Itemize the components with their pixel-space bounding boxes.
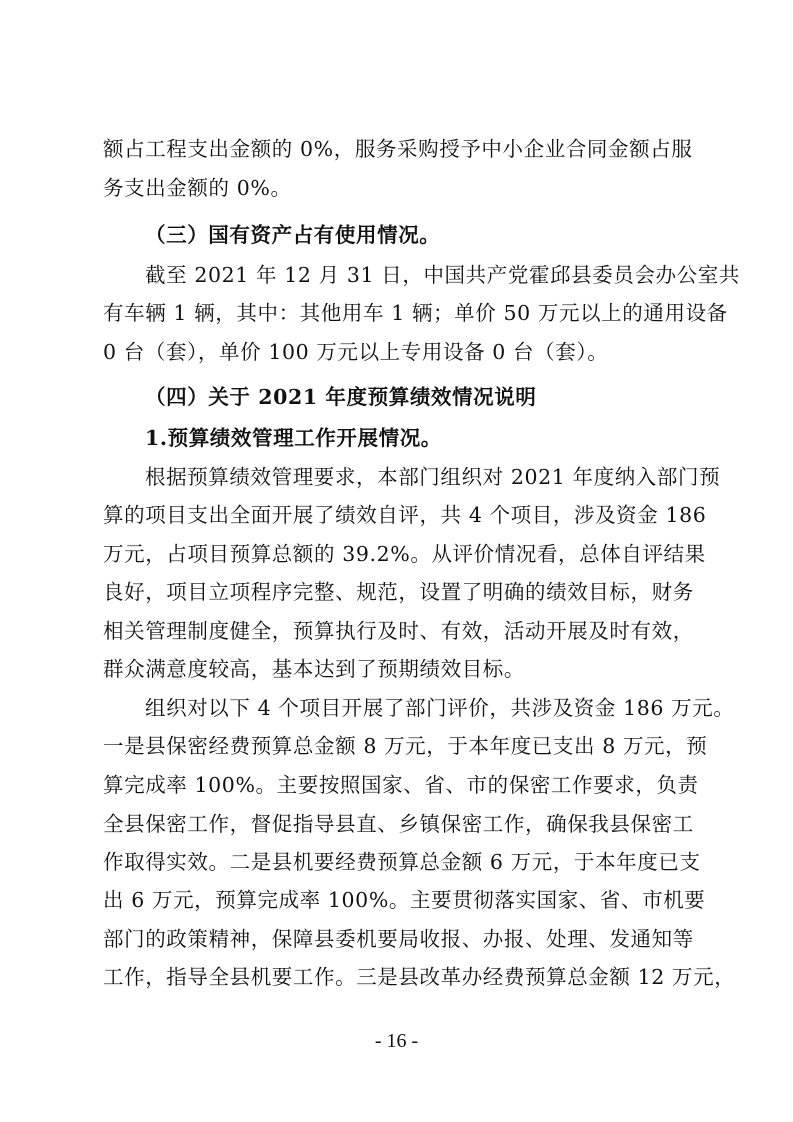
body-text-line: 算完成率 100%。主要按照国家、省、市的保密工作要求，负责: [103, 773, 699, 797]
body-text-line: 务支出金额的 0%。: [103, 176, 292, 200]
body-text-line: 一是县保密经费预算总金额 8 万元，于本年度已支出 8 万元，预: [103, 734, 708, 758]
section-heading-performance: （四）关于 2021 年度预算绩效情况说明: [145, 385, 537, 409]
page-number: - 16 -: [374, 1030, 419, 1052]
body-text-line: 万元，占项目预算总额的 39.2%。从评价情况看，总体自评结果: [103, 542, 706, 566]
body-text-line: 群众满意度较高，基本达到了预期绩效目标。: [103, 657, 525, 681]
body-text-line: 组织对以下 4 个项目开展了部门评价，共涉及资金 186 万元。: [145, 696, 735, 720]
body-text-line: 截至 2021 年 12 月 31 日，中国共产党霍邱县委员会办公室共: [145, 263, 740, 287]
body-text-line: 相关管理制度健全，预算执行及时、有效，活动开展及时有效，: [103, 619, 694, 643]
body-text-line: 作取得实效。二是县机要经费预算总金额 6 万元，于本年度已支: [103, 850, 701, 874]
body-text-line: 出 6 万元，预算完成率 100%。主要贯彻落实国家、省、市机要: [103, 888, 706, 912]
body-text-line: 良好，项目立项程序完整、规范，设置了明确的绩效目标，财务: [103, 580, 694, 604]
body-text-line: 0 台（套），单价 100 万元以上专用设备 0 台（套）。: [103, 340, 609, 364]
body-text-line: 根据预算绩效管理要求，本部门组织对 2021 年度纳入部门预: [145, 465, 721, 489]
section-heading-state-assets: （三）国有资产占有使用情况。: [145, 223, 441, 247]
body-text-line: 额占工程支出金额的 0%，服务采购授予中小企业合同金额占服: [103, 137, 693, 161]
subsection-heading-management: 1.预算绩效管理工作开展情况。: [145, 426, 442, 450]
body-text-line: 部门的政策精神，保障县委机要局收报、办报、处理、发通知等: [103, 927, 694, 951]
body-text-line: 工作，指导全县机要工作。三是县改革办经费预算总金额 12 万元，: [103, 965, 736, 989]
body-text-line: 有车辆 1 辆，其中：其他用车 1 辆；单价 50 万元以上的通用设备: [103, 301, 728, 325]
body-text-line: 算的项目支出全面开展了绩效自评，共 4 个项目，涉及资金 186: [103, 503, 707, 527]
body-text-line: 全县保密工作，督促指导县直、乡镇保密工作，确保我县保密工: [103, 812, 694, 836]
